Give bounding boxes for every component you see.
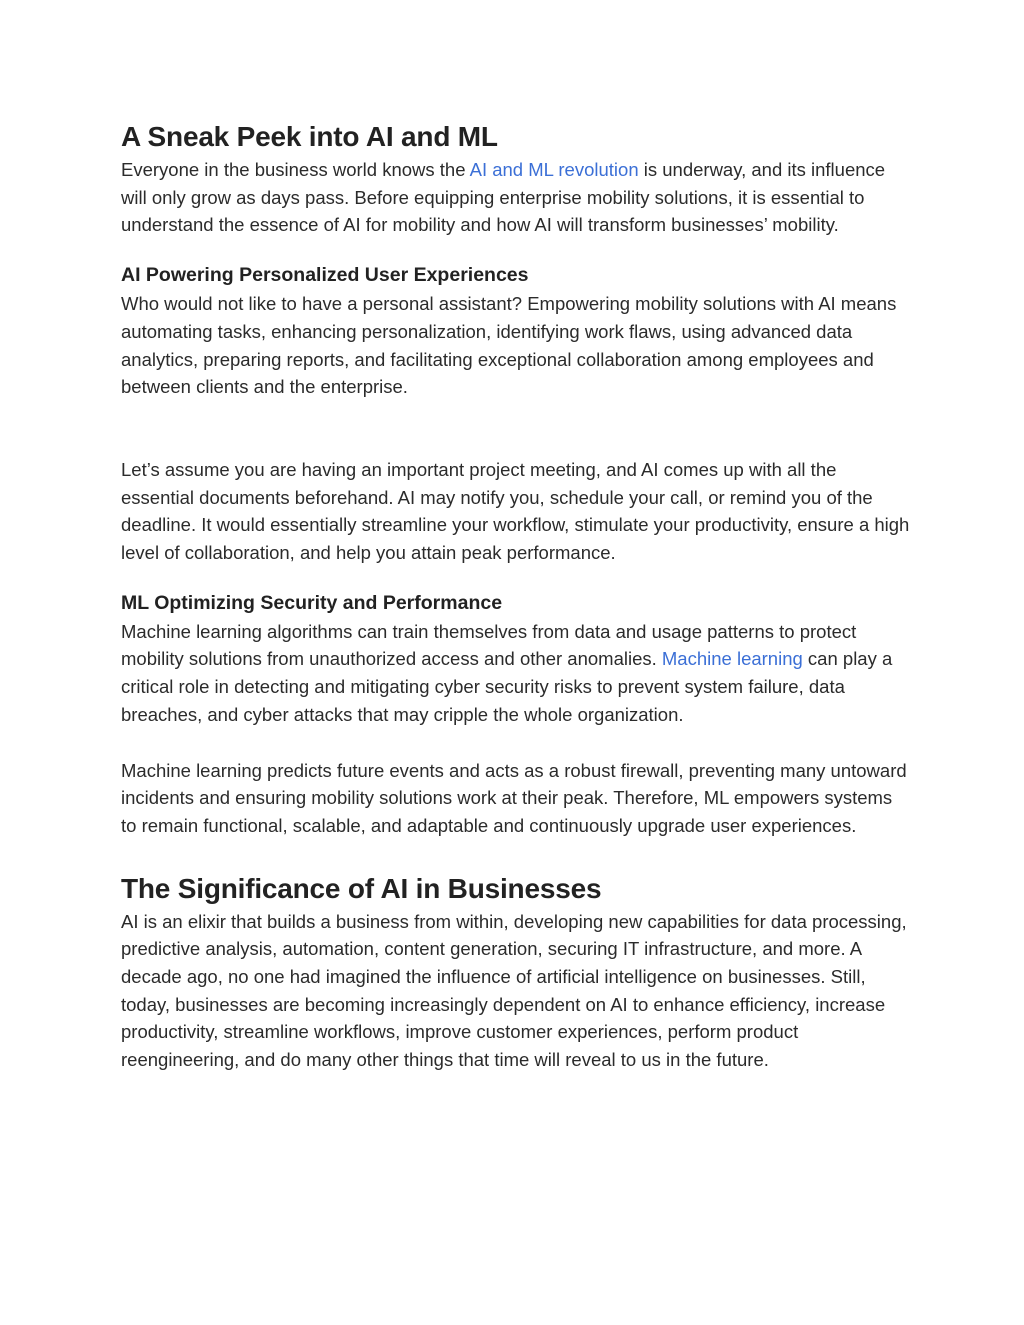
spacer	[121, 840, 911, 870]
spacer	[121, 729, 911, 757]
spacer	[121, 567, 911, 589]
ai-ml-revolution-link[interactable]: AI and ML revolution	[469, 159, 639, 180]
personalized-paragraph-2: Let’s assume you are having an important project meeting, and AI comes up with all the essential documents beforehand. AI may notify you, schedule your call, or remind you of the deadline. It would essentially streamline your workflow, stimulate your productivity, ensure a high level of collaboration, and help you attain peak performance.	[121, 458, 910, 564]
subsection-title-security: ML Optimizing Security and Performance	[121, 591, 503, 614]
machine-learning-link[interactable]: Machine learning	[661, 648, 803, 670]
spacer	[121, 401, 911, 456]
section-title-significance: The Significance of AI in Businesses	[121, 872, 602, 904]
intro-text-end: is underway, and its influence will only grow as days pass. Before equipping enterprise mobility solutions, it is essential to understand the essence of AI for mobility and how AI will transform businesses’ mobility.	[121, 159, 886, 236]
intro-text-start: Everyone in the business world knows the	[121, 159, 470, 180]
section-title-sneak-peek: A Sneak Peek into AI and ML	[121, 121, 498, 152]
security-text-end: can play a critical role in detecting and mitigating cyber security risks to prevent system failure, data breaches, and cyber attacks that may cripple the whole organization.	[121, 648, 893, 725]
document-page	[121, 118, 911, 1074]
intro-paragraph	[121, 156, 911, 239]
subsection-title-personalized: AI Powering Personalized User Experiences	[121, 264, 529, 287]
personalized-paragraph-1: Who would not like to have a personal assistant? Empowering mobility solutions with AI means automating tasks, enhancing personalization, identifying work flaws, using advanced data analytics, preparing reports, and facilitating exceptional collaboration among employees and between clients and the enterprise.	[121, 293, 897, 398]
security-paragraph-1	[121, 618, 911, 729]
significance-paragraph: AI is an elixir that builds a business from within, developing new capabilities for data processing, predictive analysis, automation, content generation, securing IT infrastructure, and more. A decade ago, no one had imagined the influence of artificial intelligence on businesses. Still, today, businesses are becoming increasingly dependent on AI to enhance efficiency, increase productivity, streamline workflows, improve customer experiences, perform product reengineering, and do many other things that time will reveal to us in the future.	[121, 910, 907, 1071]
spacer	[121, 239, 911, 261]
security-paragraph-2: Machine learning predicts future events and acts as a robust firewall, preventing many untoward incidents and ensuring mobility solutions work at their peak. Therefore, ML empowers systems to remain functional, scalable, and adaptable and continuously upgrade user experiences.	[121, 759, 907, 836]
security-text-start: Machine learning algorithms can train themselves from data and usage patterns to protect mobility solutions from unauthorized access and other anomalies.	[121, 620, 857, 670]
